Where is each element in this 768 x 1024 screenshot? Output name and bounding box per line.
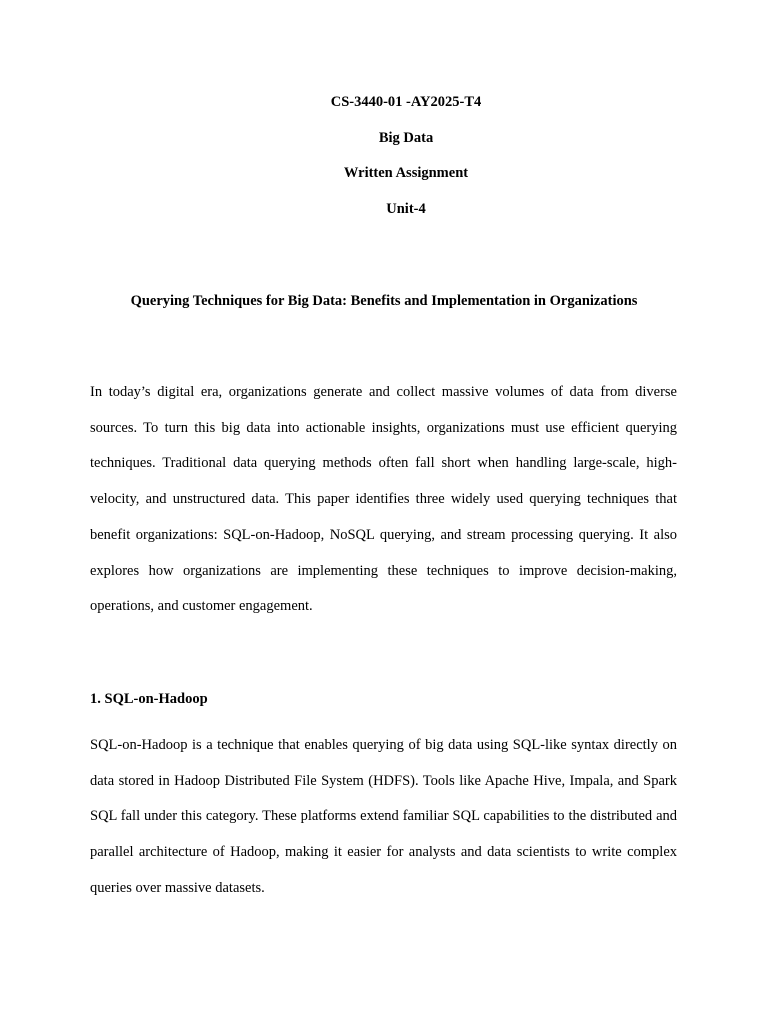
unit-label: Unit-4 xyxy=(386,201,426,217)
paper-title: Querying Techniques for Big Data: Benefits and Implementation in Organizations xyxy=(130,293,638,309)
introduction-paragraph: In today’s digital era, organizations generate and collect massive volumes of data from diverse sources. To turn this big data into actionable insights, organizations must use efficient querying techniques. Traditional data querying methods often fall short when handling large-scale, high-velocity, and unstructured data. This paper identifies three widely used querying techniques that benefit organizations: SQL-on-Hadoop, NoSQL querying, and stream processing querying. It also explores how organizations are implementing these techniques to improve decision-making, operations, and customer engagement. xyxy=(90,384,677,615)
course-code: CS-3440-01 -AY2025-T4 xyxy=(330,94,482,110)
section-heading: 1. SQL-on-Hadoop xyxy=(90,691,208,707)
section-paragraph: SQL-on-Hadoop is a technique that enables querying of big data using SQL-like syntax directly on data stored in Hadoop Distributed File System (HDFS). Tools like Apache Hive, Impala, and Spark SQL fall under this category. These platforms extend familiar SQL capabilities to the distributed and parallel architecture of Hadoop, making it easier for analysts and data scientists to write complex queries over massive datasets. xyxy=(90,737,677,896)
assignment-type: Written Assignment xyxy=(343,165,469,181)
subject-name: Big Data xyxy=(378,130,434,146)
